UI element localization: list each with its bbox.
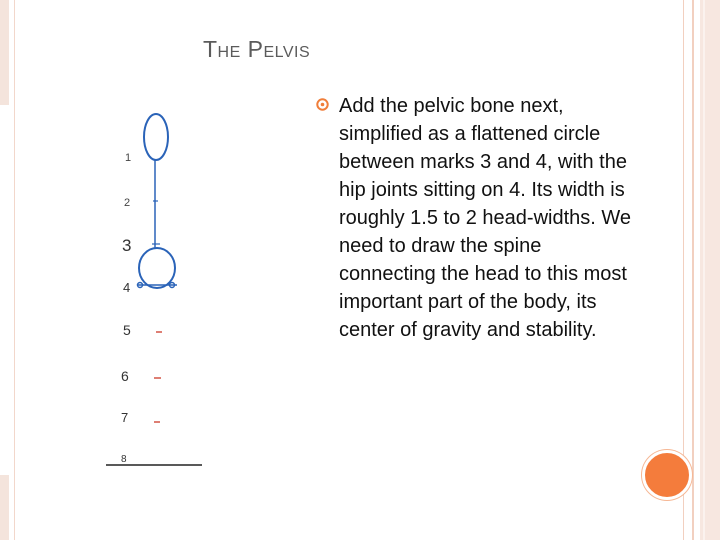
mark-label: 3 (122, 236, 132, 255)
mark-label: 6 (121, 368, 129, 384)
mark-label: 8 (121, 454, 127, 465)
head-oval (144, 114, 168, 160)
slide-body-text: Add the pelvic bone next, simplified as a flattened circle between marks 3 and 4, with the hip joints sitting on 4. Its width is roughly 1.5 to 2 head-widths. We need to draw the spine connecting the head to this most important part of the body, its center of gravity and stability. (339, 95, 632, 341)
left-decor-bar-bottom (0, 475, 9, 540)
mark-label: 1 (125, 152, 132, 164)
left-decor-line (14, 0, 15, 540)
pelvis-circle (139, 248, 175, 288)
mark-label: 2 (124, 197, 131, 209)
circle-dot-icon (316, 96, 338, 118)
mark-label: 7 (121, 410, 129, 425)
mark-label: 5 (123, 322, 131, 338)
mark-label: 4 (123, 280, 131, 295)
right-decor-circle (642, 450, 692, 500)
right-decor-bar-inner (703, 0, 705, 540)
left-decor-bar-top (0, 0, 9, 105)
right-decor-line (692, 0, 694, 540)
pelvis-sketch-figure (100, 105, 220, 475)
slide-title: The Pelvis (203, 36, 311, 62)
